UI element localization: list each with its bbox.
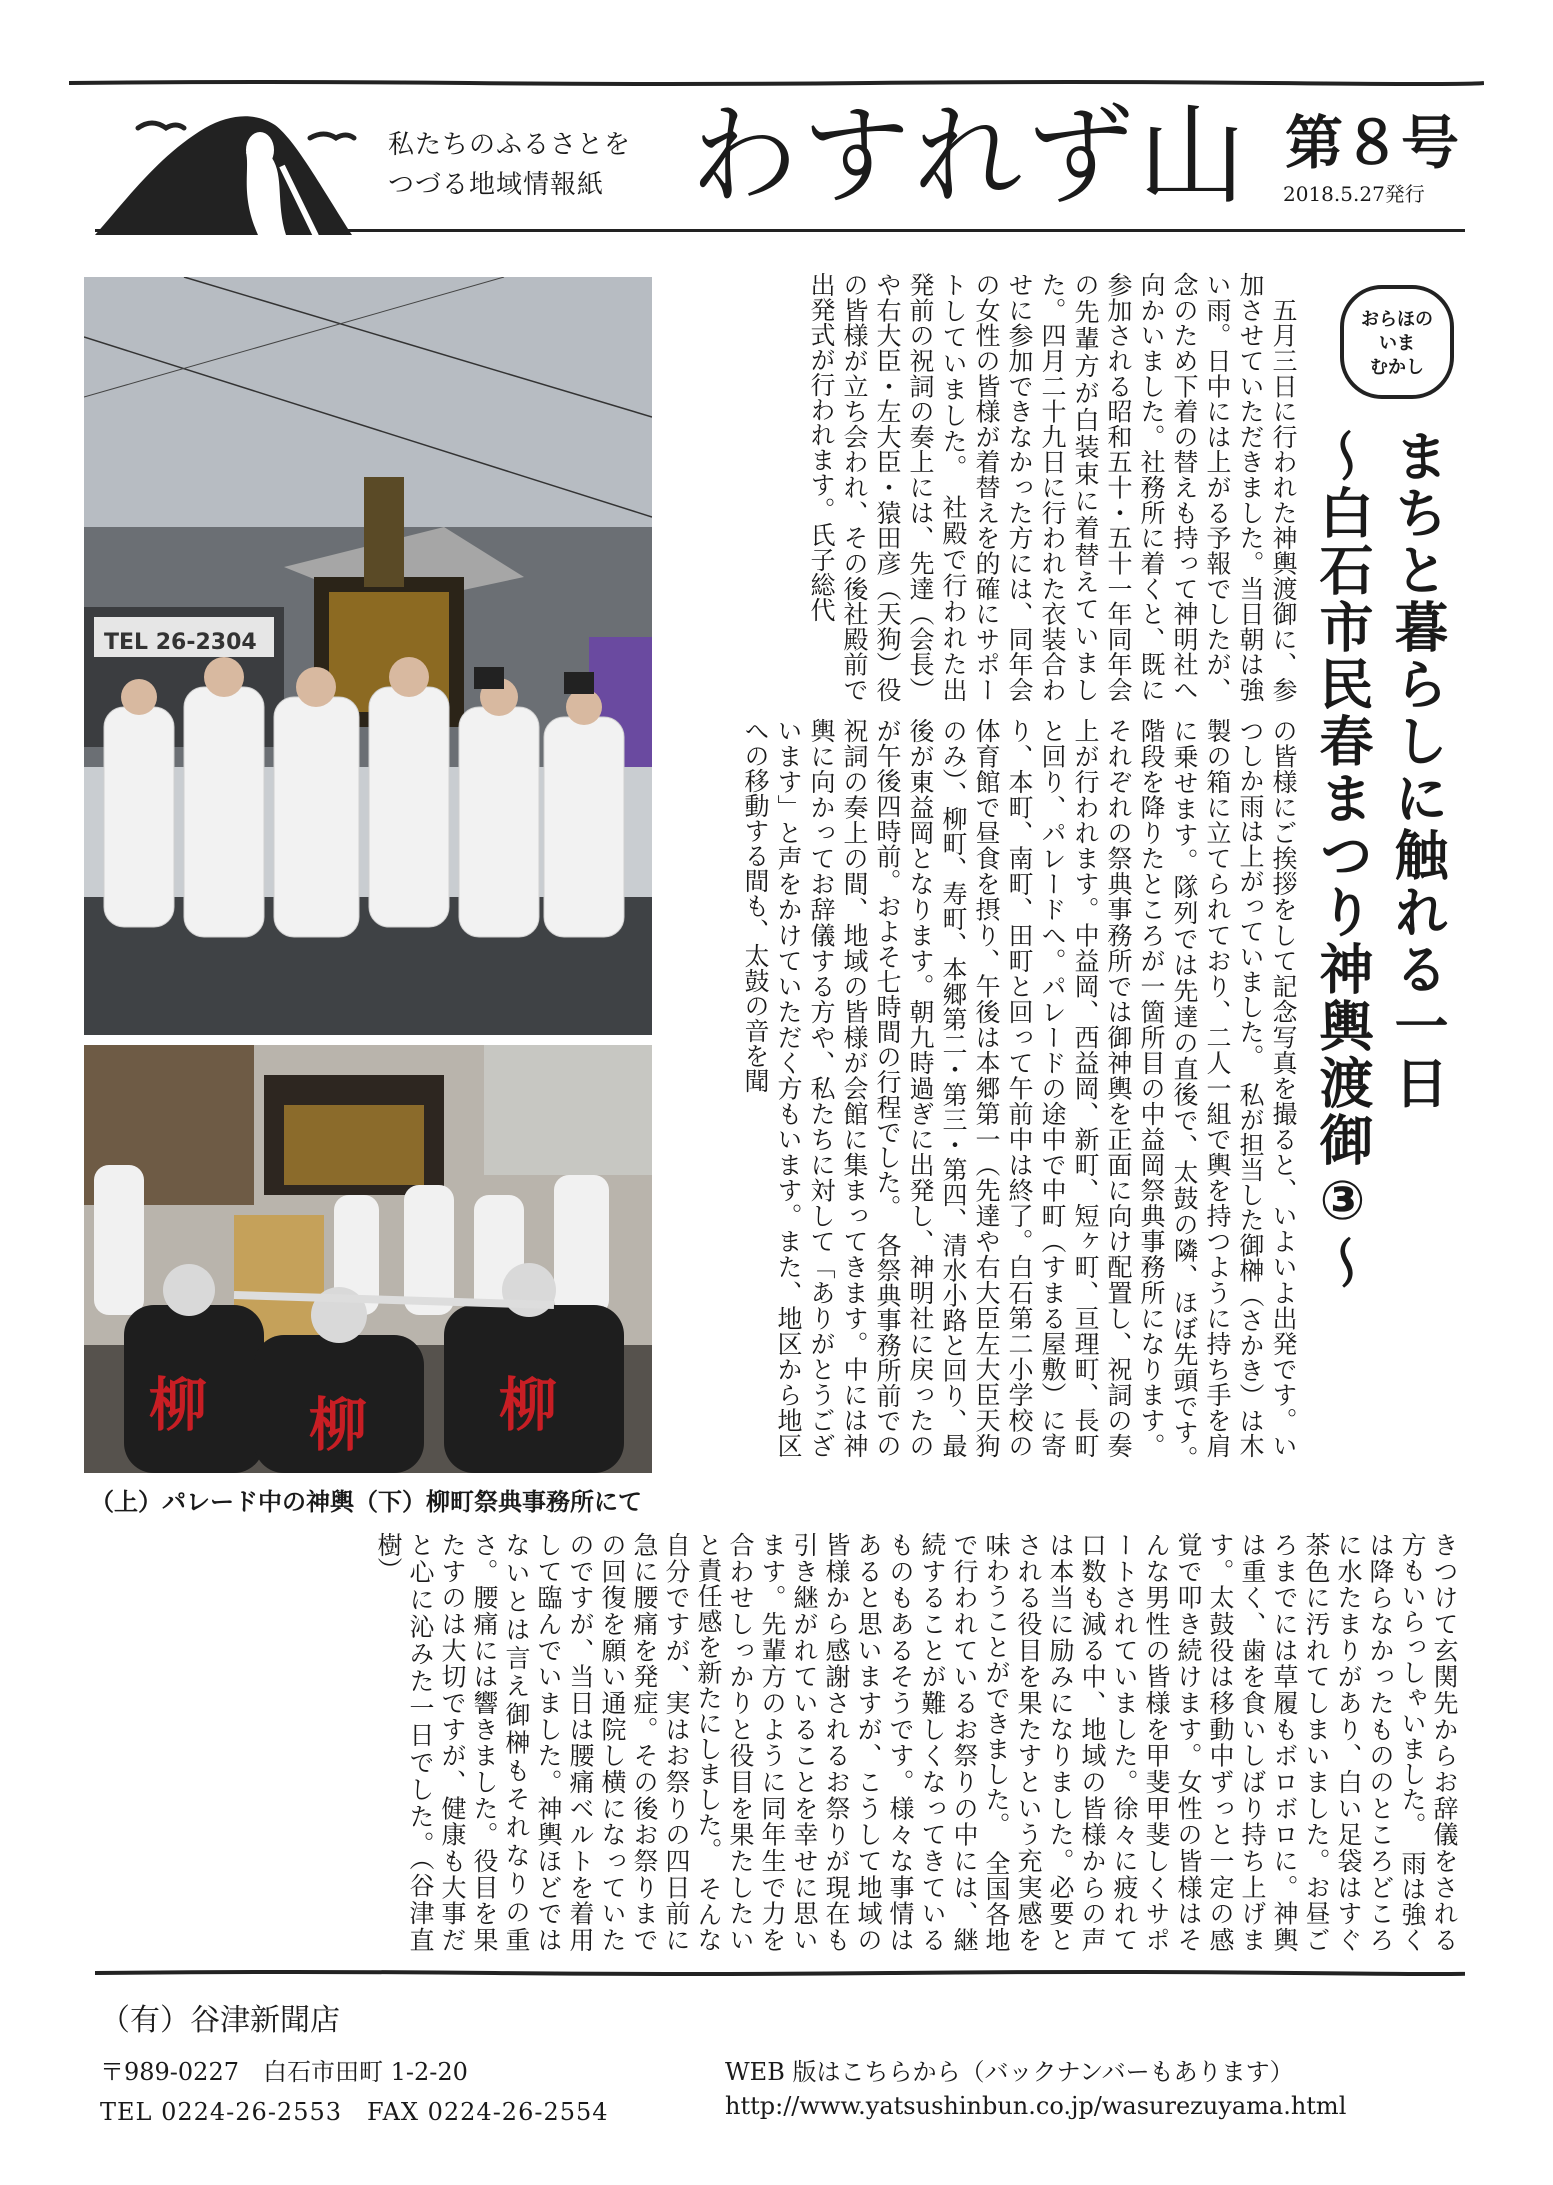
tagline-line-1: 私たちのふるさとを — [388, 130, 632, 160]
article-block-bottom — [95, 1532, 1460, 1952]
headline-line-2: ～白石市民春まつり神輿渡御③～ — [1311, 428, 1374, 1292]
footer-address: 〒989-0227 白石市田町 1-2-20 — [100, 2058, 468, 2086]
masthead-title: わすれず山 — [690, 94, 1251, 219]
footer-web-note: WEB 版はこちらから（バックナンバーもあります） — [725, 2058, 1294, 2086]
happi-kanji-1: 柳 — [149, 1371, 208, 1439]
footer-url-link[interactable]: http://www.yatsushinbun.co.jp/wasurezuyama.html — [725, 2092, 1347, 2120]
footer-rule — [95, 1970, 1465, 1976]
parade-photo-illustration — [84, 277, 652, 1035]
yanagimachi-photo-illustration — [84, 1045, 652, 1473]
happi-kanji-2: 柳 — [309, 1391, 368, 1459]
badge-line-2: いま — [1379, 333, 1415, 354]
corner-badge — [1348, 308, 1446, 380]
shop-sign-text: TEL 26-2304 — [104, 630, 257, 655]
tagline-line-2: つづる地域情報紙 — [388, 170, 605, 200]
issue-number: 第８号 — [1285, 109, 1460, 177]
footer-company: （有）谷津新聞店 — [100, 2003, 340, 2038]
article-block-middle: の皆様にご挨拶をして記念写真を撮ると、いよいよ出発です。いつしか雨は上がっていました。 私が担当した御榊（さかき）は木製の箱に立てられており、二人一組で輿を持つように持ち手を肩に乗せます。隊列では先達の直後で、太鼓の隣、ほぼ先頭です。 階段を降りたところが一箇所目の中益岡祭典事務所になります。それぞれの祭典事務所では御神輿を正面に向け配置し、祝詞の奏上が行われます。中益岡、西益岡、新町、短ヶ町、亘理町、長町と回り、パレードへ。パレードの途中で中町（すまる屋敷）に寄り、本町、南町、田町と回って午前中は終了。白石第二小学校の体育館で昼食を摂り、午後は本郷第一（先達や右大臣左大臣天狗のみ）、柳町、寿町、本郷第二・第三・第四、清水小路と回り、最後が東益岡となります。朝九時過ぎに出発し、神明社に戻ったのが午後四時前。およそ七時間の行程でした。 各祭典事務所前での祝詞の奏上の間、地域の皆様が会館に集まってきます。中には神輿に向かってお辞儀する方や、私たちに対して「ありがとうございます」と声をかけていただく方もいます。また、地区から地区への移動する間も、太鼓の音を聞 — [741, 718, 1298, 1483]
yanagimachi-office-photo — [84, 1045, 652, 1473]
article-author: （谷津直樹） — [374, 1532, 435, 1953]
top-rule — [69, 80, 1484, 86]
footer-tel-fax: TEL 0224-26-2553 FAX 0224-26-2554 — [100, 2098, 609, 2126]
issue-date: 2018.5.27発行 — [1283, 182, 1425, 206]
happi-kanji-3: 柳 — [499, 1371, 558, 1439]
parade-photo — [84, 277, 652, 1035]
badge-line-3: むかし — [1370, 357, 1424, 378]
badge-line-1: おらほの — [1361, 309, 1433, 330]
headline-line-1: まちと暮らしに触れる一日 — [1386, 428, 1449, 1112]
article-block-bottom-text: きつけて玄関先からお辞儀をされる方もいらっしゃいました。 雨は強くは降らなかったもののところどころに水たまりがあり、白い足袋はすぐ茶色に汚れてしまいました。お昼ごろまでには草履もボロボロに。神輿は重く、歯を食いしばり持ち上げます。太鼓役は移動中ずっと一定の感覚で叩き続けます。女性の皆様はそんな男性の皆様を甲斐甲斐しくサポートされていました。徐々に疲れて口数も減る中、地域の皆様からの声は本当に励みになりました。必要とされる役目を果たすという充実感を味わうことができました。 全国各地で行われているお祭りの中には、継続することが難しくなってきているものもあるそうです。様々な事情はあると思いますが、こうして地域の皆様から感謝されるお祭りが現在も引き継がれていることを幸せに思います。先輩方のように同年生で力を合わせしっかりと役目を果たしたいと責任感を新たにしました。 そんな自分ですが、実はお祭りの四日前に急に腰痛を発症。その後お祭りまでの回復を願い通院し横になっていたのですが、当日は腰痛ベルトを着用して臨んでいました。神輿ほどではないとは言え御榊もそれなりの重さ。腰痛には響きました。役目を果たすのは大切ですが、健康も大事だと心に沁みた一日でした。 — [406, 1532, 1459, 1952]
tagline — [388, 125, 648, 205]
photo-caption: （上）パレード中の神輿（下）柳町祭典事務所にて — [90, 1488, 642, 1516]
mountain-logo-icon — [90, 100, 390, 240]
article-block-top: 五月三日に行われた神輿渡御に、参加させていただきました。当日朝は強い雨。日中には上がる予報でしたが、念のため下着の替えも持って神明社へ向かいました。社務所に着くと、既に参加される昭和五十・五十一年同年会の先輩方が白装束に着替えていました。四月二十九日に行われた衣装合わせに参加できなかった方には、同年会の女性の皆様が着替えを的確にサポートしていました。 社殿で行われた出発前の祝詞の奏上には、先達（会長）や右大臣・左大臣・猿田彦（天狗）役の皆様が立ち会われ、その後社殿前で出発式が行われます。氏子総代 — [807, 272, 1298, 702]
